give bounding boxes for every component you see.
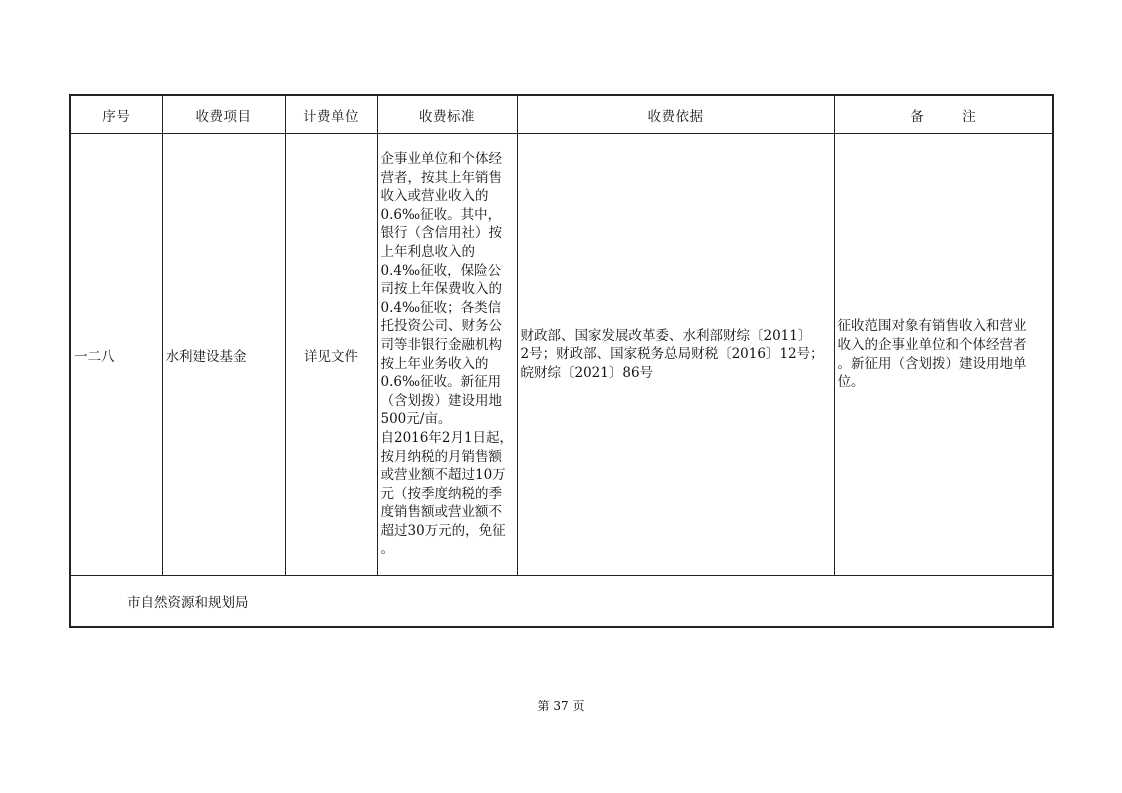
standard-line: 度销售额或营业额不 bbox=[380, 504, 502, 521]
section-row bbox=[70, 576, 1053, 628]
cell-item: 水利建设基金 bbox=[162, 134, 285, 576]
cell-remark bbox=[834, 134, 1053, 576]
cell-standard bbox=[377, 134, 517, 576]
header-remark-char-2: 注 bbox=[962, 108, 977, 125]
page-number: 第 37 页 bbox=[537, 699, 585, 713]
cell-basis bbox=[517, 134, 834, 576]
basis-line: 财政部、国家发展改革委、水利部财综〔2011〕 bbox=[520, 327, 812, 344]
fee-table bbox=[69, 94, 1054, 628]
standard-line: 0.6‰征收。新征用 bbox=[380, 374, 502, 391]
standard-line: 按上年业务收入的 bbox=[380, 355, 489, 372]
header-remark-char-1: 备 bbox=[910, 108, 925, 125]
standard-line: 500元/亩。 bbox=[380, 411, 452, 428]
header-remark bbox=[834, 95, 1053, 134]
remark-line: 收入的企事业单位和个体经营者 bbox=[837, 336, 1027, 353]
standard-line: 0.4‰征收，保险公 bbox=[380, 262, 502, 279]
standard-line: 元（按季度纳税的季 bbox=[380, 485, 502, 502]
remark-line: 征收范围对象有销售收入和营业 bbox=[837, 318, 1027, 335]
table-row bbox=[70, 134, 1053, 576]
basis-line: 2号；财政部、国家税务总局财税〔2016〕12号； bbox=[520, 346, 824, 363]
cell-seq: 一二八 bbox=[70, 134, 162, 576]
header-item: 收费项目 bbox=[162, 95, 285, 134]
remark-line: 。新征用（含划拨）建设用地单 bbox=[837, 355, 1027, 372]
standard-line: 或营业额不超过10万 bbox=[380, 467, 506, 484]
section-title: 市自然资源和规划局 bbox=[70, 576, 1053, 628]
standard-line: （含划拨）建设用地 bbox=[380, 392, 502, 409]
standard-line: 自2016年2月1日起， bbox=[380, 429, 514, 446]
standard-line: 营者，按其上年销售 bbox=[380, 169, 502, 186]
standard-line: 银行（含信用社）按 bbox=[380, 225, 502, 242]
standard-line: 司按上年保费收入的 bbox=[380, 281, 502, 298]
header-row bbox=[70, 95, 1053, 134]
basis-line: 皖财综〔2021〕86号 bbox=[520, 364, 654, 381]
standard-line: 0.6‰征收。其中， bbox=[380, 206, 502, 223]
standard-line: 托投资公司、财务公 bbox=[380, 318, 502, 335]
remark-line: 位。 bbox=[837, 374, 865, 391]
header-seq: 序号 bbox=[70, 95, 162, 134]
standard-line: 0.4‰征收；各类信 bbox=[380, 299, 502, 316]
standard-line: 司等非银行金融机构 bbox=[380, 336, 502, 353]
header-unit: 计费单位 bbox=[285, 95, 377, 134]
standard-line: 。 bbox=[380, 541, 394, 558]
standard-line: 上年利息收入的 bbox=[380, 243, 475, 260]
standard-line: 企事业单位和个体经 bbox=[380, 151, 502, 167]
header-basis: 收费依据 bbox=[517, 95, 834, 134]
standard-line: 超过30万元的，免征 bbox=[380, 522, 506, 539]
cell-unit: 详见文件 bbox=[285, 134, 377, 576]
header-standard: 收费标准 bbox=[377, 95, 517, 134]
standard-line: 按月纳税的月销售额 bbox=[380, 448, 502, 465]
standard-line: 收入或营业收入的 bbox=[380, 188, 489, 205]
